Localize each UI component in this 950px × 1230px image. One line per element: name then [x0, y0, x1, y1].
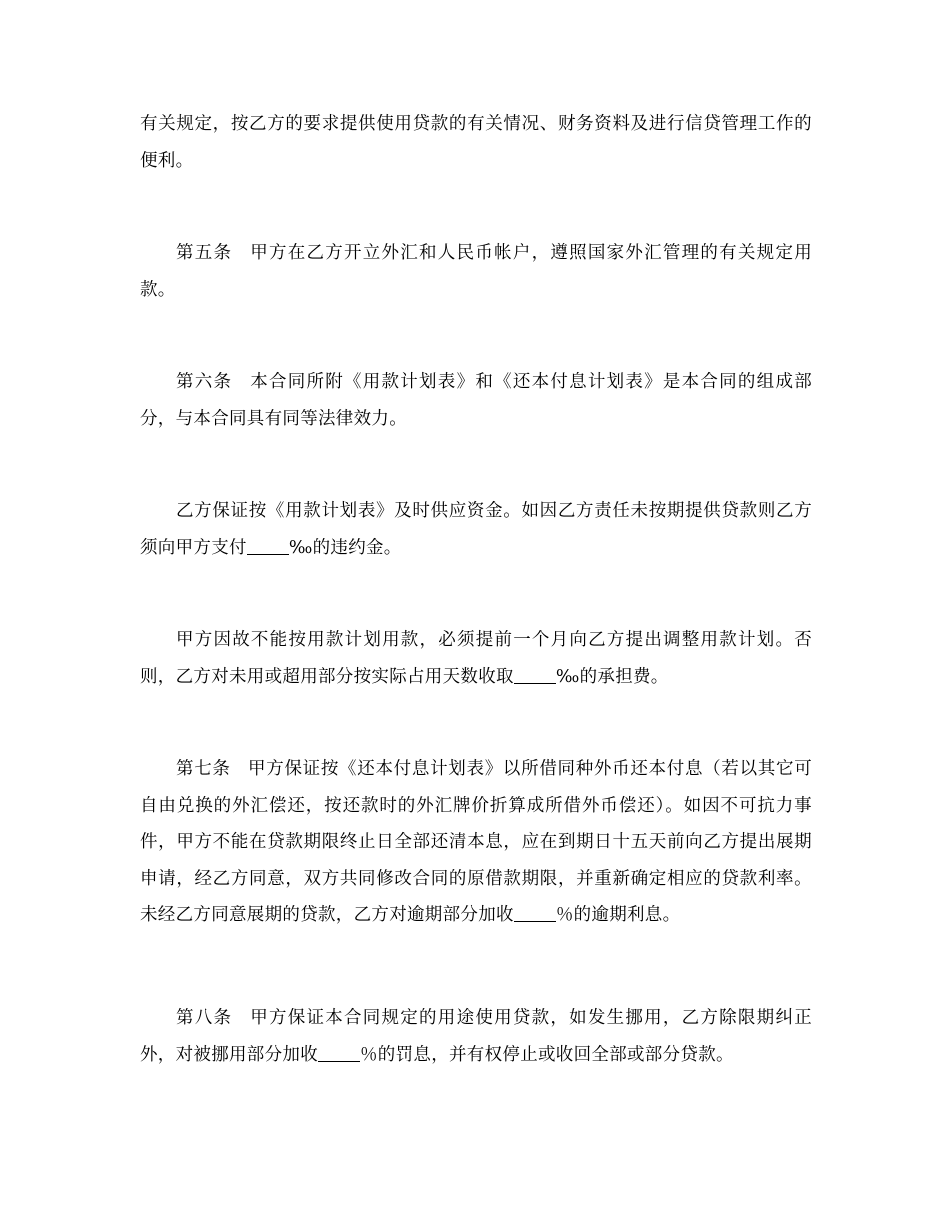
- fill-in-blank: [514, 665, 556, 684]
- fill-in-blank: [247, 536, 289, 555]
- article-text: 甲方保证按《还本付息计划表》以所借同种外币还本付息（若以其它可自由兑换的外汇偿还，按还款时的外汇牌价折算成所借外币偿还）。如因不可抗力事件，甲方不能在贷款期限终止日全部还清本息，应在到期日十五天前向乙方提出展期申请，经乙方同意，双方共同修改合同的原借款期限，并重新确定相应的贷款利率。未经乙方同意展期的贷款，乙方对逾期部分加收: [140, 759, 812, 925]
- paragraph-text: ‰的承担费。: [555, 666, 669, 687]
- article-5: [140, 235, 812, 308]
- paragraph-supply-funds: [140, 493, 812, 566]
- article-text: 本合同所附《用款计划表》和《还本付息计划表》是本合同的组成部分，与本合同具有同等法律效力。: [140, 372, 813, 429]
- article-text: 甲方保证本合同规定的用途使用贷款，如发生挪用，乙方除限期纠正外，对被挪用部分加收: [140, 1008, 813, 1065]
- article-6: [140, 364, 812, 437]
- fill-in-blank: [514, 904, 556, 923]
- paragraph-continuation: [140, 106, 812, 179]
- article-8: [140, 1000, 812, 1073]
- paragraph-text: 乙方保证按《用款计划表》及时供应资金。如因乙方责任未按期提供贷款则乙方须向甲方支付: [140, 501, 812, 558]
- article-label: 第六条: [176, 372, 233, 392]
- paragraph-text: ‰的违约金。: [288, 537, 402, 558]
- paragraph-commitment-fee: [140, 622, 812, 695]
- article-text: ％的逾期利息。: [555, 905, 681, 925]
- article-label: 第五条: [176, 243, 233, 263]
- article-text: ％的罚息，并有权停止或收回全部或部分贷款。: [360, 1044, 734, 1065]
- article-text: 甲方在乙方开立外汇和人民币帐户，遵照国家外汇管理的有关规定用款。: [140, 243, 813, 300]
- article-label: 第八条: [176, 1008, 233, 1028]
- article-7: [140, 751, 812, 934]
- fill-in-blank: [318, 1043, 360, 1062]
- paragraph-text: 甲方因故不能按用款计划用款，必须提前一个月向乙方提出调整用款计划。否则，乙方对未用或超用部分按实际占用天数收取: [140, 630, 812, 687]
- paragraph-text: 有关规定，按乙方的要求提供使用贷款的有关情况、财务资料及进行信贷管理工作的便利。: [140, 114, 812, 171]
- article-label: 第七条: [176, 759, 231, 779]
